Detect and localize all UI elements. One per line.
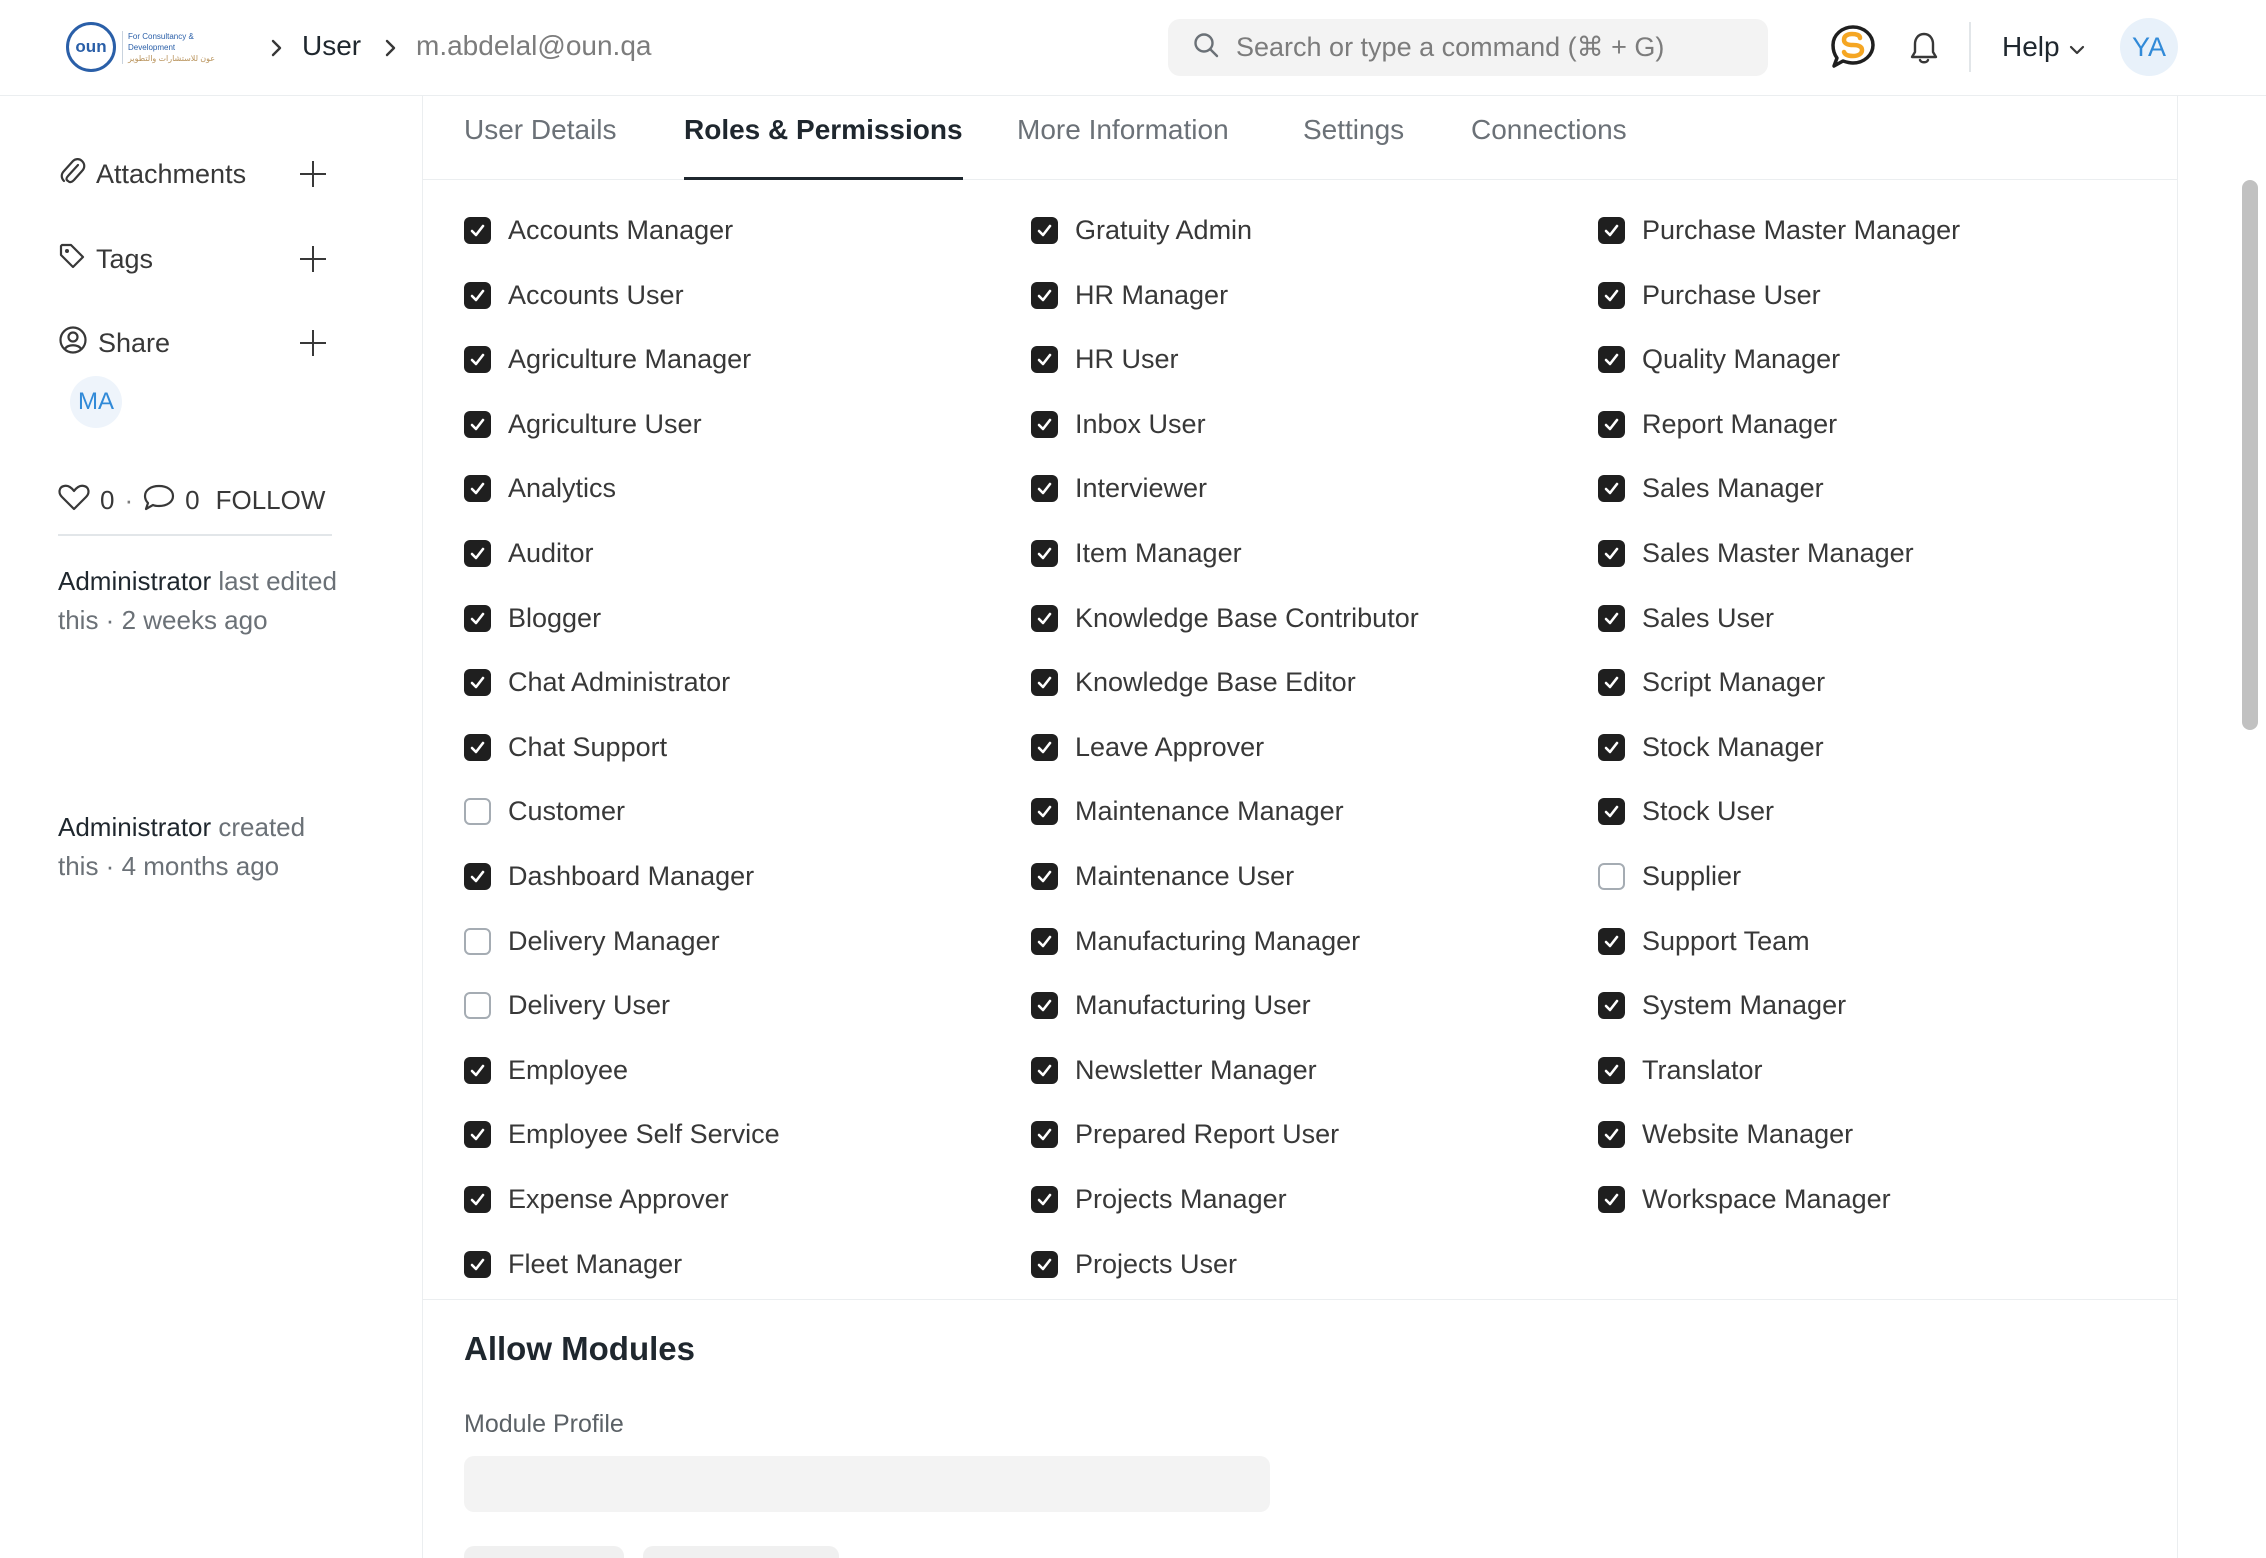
role-label: Knowledge Base Contributor bbox=[1075, 602, 1419, 633]
checkbox-checked-icon[interactable] bbox=[1598, 798, 1625, 825]
role-checkbox-row[interactable] bbox=[1031, 533, 1242, 573]
role-checkbox-row[interactable] bbox=[1031, 598, 1419, 638]
add-tag-icon[interactable] bbox=[298, 244, 328, 274]
checkbox-checked-icon[interactable] bbox=[1031, 605, 1058, 632]
role-label: Accounts Manager bbox=[508, 214, 734, 245]
role-label: Projects Manager bbox=[1075, 1183, 1287, 1214]
chat-support-icon[interactable] bbox=[1828, 22, 1878, 72]
unselect-all-button[interactable] bbox=[643, 1546, 839, 1558]
checkbox-checked-icon[interactable] bbox=[1031, 669, 1058, 696]
role-label: Customer bbox=[508, 795, 626, 826]
role-label: Item Manager bbox=[1075, 537, 1242, 568]
checkbox-checked-icon[interactable] bbox=[1598, 669, 1625, 696]
breadcrumb-current-record[interactable]: m.abdelal@oun.qa bbox=[416, 30, 652, 61]
role-checkbox-row[interactable] bbox=[1598, 404, 1837, 444]
role-checkbox-row[interactable] bbox=[464, 598, 601, 638]
role-label: Dashboard Manager bbox=[508, 860, 755, 891]
checkbox-checked-icon[interactable] bbox=[1031, 1121, 1058, 1148]
tab-settings[interactable]: Settings bbox=[1303, 114, 1405, 145]
role-label: Workspace Manager bbox=[1642, 1183, 1891, 1214]
role-checkbox-row[interactable] bbox=[1031, 727, 1264, 767]
role-label: Sales User bbox=[1642, 602, 1775, 633]
tab-more-information[interactable]: More Information bbox=[1017, 114, 1229, 145]
checkbox-checked-icon[interactable] bbox=[1598, 346, 1625, 373]
role-label: Website Manager bbox=[1642, 1118, 1854, 1149]
company-logo[interactable] bbox=[66, 20, 232, 74]
chevron-right-icon bbox=[266, 30, 286, 66]
created-text: created this · 4 months ago bbox=[58, 812, 306, 881]
role-checkbox-row[interactable] bbox=[464, 339, 751, 379]
search-input[interactable] bbox=[1236, 32, 1756, 63]
role-label: Purchase Master Manager bbox=[1642, 214, 1961, 245]
checkbox-checked-icon[interactable] bbox=[1031, 411, 1058, 438]
role-label: Delivery Manager bbox=[508, 925, 720, 956]
role-label: Maintenance Manager bbox=[1075, 795, 1344, 826]
role-checkbox-row[interactable] bbox=[1031, 921, 1360, 961]
role-label: Inbox User bbox=[1075, 408, 1206, 439]
role-label: Stock User bbox=[1642, 795, 1775, 826]
checkbox-checked-icon[interactable] bbox=[464, 540, 491, 567]
navbar-divider bbox=[1969, 22, 1971, 72]
role-label: Newsletter Manager bbox=[1075, 1054, 1317, 1085]
role-checkbox-row[interactable] bbox=[464, 1179, 729, 1219]
checkbox-checked-icon[interactable] bbox=[1031, 1251, 1058, 1278]
add-share-icon[interactable] bbox=[298, 328, 328, 358]
checkbox-checked-icon[interactable] bbox=[1031, 217, 1058, 244]
navbar bbox=[0, 0, 2266, 96]
checkbox-checked-icon[interactable] bbox=[464, 863, 491, 890]
role-label: Report Manager bbox=[1642, 408, 1838, 439]
share-label: Share bbox=[98, 327, 171, 358]
role-checkbox-row[interactable] bbox=[1598, 210, 1960, 250]
role-checkbox-row[interactable] bbox=[1031, 1179, 1287, 1219]
allow-modules-heading: Allow Modules bbox=[464, 1330, 695, 1367]
checkbox-checked-icon[interactable] bbox=[1031, 992, 1058, 1019]
search-icon bbox=[1192, 31, 1220, 64]
role-label: Knowledge Base Editor bbox=[1075, 666, 1356, 697]
tab-user-details[interactable]: User Details bbox=[464, 114, 617, 145]
role-checkbox-row[interactable] bbox=[464, 404, 702, 444]
checkbox-checked-icon[interactable] bbox=[1031, 928, 1058, 955]
role-checkbox-row[interactable] bbox=[464, 1244, 682, 1284]
chevron-down-icon bbox=[2068, 26, 2086, 68]
checkbox-checked-icon[interactable] bbox=[464, 411, 491, 438]
role-checkbox-row[interactable] bbox=[1031, 856, 1294, 896]
form-sidebar bbox=[0, 96, 420, 1558]
comment-icon[interactable] bbox=[143, 482, 175, 519]
role-checkbox-row[interactable] bbox=[1598, 791, 1774, 831]
role-label: Analytics bbox=[508, 472, 617, 503]
last-edited-info bbox=[58, 562, 348, 640]
role-label: Accounts User bbox=[508, 279, 684, 310]
role-checkbox-row[interactable] bbox=[1598, 1050, 1763, 1090]
checkbox-checked-icon[interactable] bbox=[464, 475, 491, 502]
comments-count: 0 bbox=[185, 484, 200, 515]
role-label: Gratuity Admin bbox=[1075, 214, 1253, 245]
role-label: Manufacturing Manager bbox=[1075, 925, 1361, 956]
role-label: Agriculture Manager bbox=[508, 343, 752, 374]
chevron-right-icon bbox=[380, 30, 400, 66]
checkbox-checked-icon[interactable] bbox=[1031, 734, 1058, 761]
shared-user-avatar[interactable]: MA bbox=[70, 376, 122, 428]
checkbox-checked-icon[interactable] bbox=[1598, 605, 1625, 632]
checkbox-checked-icon[interactable] bbox=[1031, 282, 1058, 309]
attachments-label: Attachments bbox=[96, 158, 247, 189]
role-label: Maintenance User bbox=[1075, 860, 1295, 891]
role-label: Agriculture User bbox=[508, 408, 702, 439]
add-attachment-icon[interactable] bbox=[298, 159, 328, 189]
page-scrollbar[interactable] bbox=[2236, 96, 2266, 1558]
role-checkbox-row[interactable] bbox=[1598, 533, 1914, 573]
role-checkbox-row[interactable] bbox=[1031, 468, 1207, 508]
checkbox-checked-icon[interactable] bbox=[1598, 992, 1625, 1019]
checkbox-checked-icon[interactable] bbox=[464, 217, 491, 244]
help-menu[interactable] bbox=[2002, 26, 2086, 68]
checkbox-checked-icon[interactable] bbox=[1031, 1186, 1058, 1213]
role-checkbox-row[interactable] bbox=[1598, 985, 1846, 1025]
checkbox-checked-icon[interactable] bbox=[464, 1186, 491, 1213]
checkbox-checked-icon[interactable] bbox=[1598, 540, 1625, 567]
role-checkbox-row[interactable] bbox=[1598, 1179, 1891, 1219]
role-checkbox-row[interactable] bbox=[1598, 275, 1821, 315]
role-checkbox-row[interactable] bbox=[1598, 339, 1840, 379]
checkbox-checked-icon[interactable] bbox=[464, 669, 491, 696]
form-main bbox=[422, 96, 2178, 1558]
attachments-row bbox=[58, 152, 328, 196]
share-row bbox=[58, 321, 328, 365]
role-checkbox-row[interactable] bbox=[464, 727, 667, 767]
checkbox-checked-icon[interactable] bbox=[1598, 282, 1625, 309]
checkbox-checked-icon[interactable] bbox=[1598, 1121, 1625, 1148]
checkbox-checked-icon[interactable] bbox=[1031, 540, 1058, 567]
role-checkbox-row[interactable] bbox=[1031, 1050, 1317, 1090]
checkbox-checked-icon[interactable] bbox=[1598, 1186, 1625, 1213]
paperclip-icon bbox=[58, 156, 86, 193]
role-checkbox-row[interactable] bbox=[464, 791, 625, 831]
logo-tagline-ar: عون للاستشارات والتطوير bbox=[128, 53, 216, 63]
role-label: Expense Approver bbox=[508, 1183, 729, 1214]
role-checkbox-row[interactable] bbox=[1031, 1244, 1237, 1284]
module-profile-input[interactable] bbox=[464, 1456, 1270, 1512]
checkbox-checked-icon[interactable] bbox=[464, 1057, 491, 1084]
role-checkbox-row[interactable] bbox=[1031, 985, 1311, 1025]
module-profile-label: Module Profile bbox=[464, 1410, 624, 1438]
engagement-stats: 0 · 0 FOLLOW bbox=[58, 480, 325, 520]
role-checkbox-row[interactable] bbox=[464, 985, 670, 1025]
role-label: Auditor bbox=[508, 537, 594, 568]
logo-mark: oun bbox=[66, 22, 116, 72]
likes-count: 0 bbox=[100, 484, 115, 515]
select-all-button[interactable] bbox=[464, 1546, 624, 1558]
role-checkbox-row[interactable] bbox=[1031, 791, 1344, 831]
role-checkbox-row[interactable] bbox=[1598, 598, 1774, 638]
checkbox-checked-icon[interactable] bbox=[464, 1251, 491, 1278]
role-checkbox-clipped[interactable] bbox=[1598, 180, 1642, 185]
role-checkbox-row[interactable] bbox=[464, 921, 720, 961]
logo-tagline-en: For Consultancy & Development bbox=[128, 31, 194, 52]
role-label: Manufacturing User bbox=[1075, 989, 1311, 1020]
role-label: Fleet Manager bbox=[508, 1248, 683, 1279]
checkbox-unchecked-icon[interactable] bbox=[464, 992, 491, 1019]
checkbox-checked-icon[interactable] bbox=[1598, 217, 1625, 244]
checkbox-checked-icon[interactable] bbox=[464, 1121, 491, 1148]
last-edited-actor[interactable]: Administrator bbox=[58, 566, 212, 596]
role-checkbox-row[interactable] bbox=[1598, 921, 1810, 961]
user-avatar[interactable]: YA bbox=[2120, 18, 2178, 76]
checkbox-checked-icon[interactable] bbox=[464, 734, 491, 761]
help-label: Help bbox=[2002, 31, 2060, 62]
checkbox-checked-icon[interactable] bbox=[1031, 863, 1058, 890]
created-info bbox=[58, 808, 348, 886]
role-label: Script Manager bbox=[1642, 666, 1826, 697]
checkbox-checked-icon[interactable] bbox=[1031, 346, 1058, 373]
last-edited-text: last edited this · 2 weeks ago bbox=[58, 566, 337, 635]
created-actor[interactable]: Administrator bbox=[58, 812, 212, 842]
role-checkbox-row[interactable] bbox=[1031, 404, 1206, 444]
scrollbar-thumb[interactable] bbox=[2242, 180, 2258, 730]
role-label: Projects User bbox=[1075, 1248, 1238, 1279]
checkbox-checked-icon[interactable] bbox=[1598, 734, 1625, 761]
role-label: Support Team bbox=[1642, 925, 1810, 956]
checkbox-checked-icon[interactable] bbox=[1598, 475, 1625, 502]
checkbox-checked-icon[interactable] bbox=[1598, 928, 1625, 955]
checkbox-checked-icon[interactable] bbox=[1031, 475, 1058, 502]
role-label: Prepared Report User bbox=[1075, 1118, 1340, 1149]
heart-icon[interactable] bbox=[58, 482, 90, 519]
role-checkbox-row[interactable] bbox=[464, 533, 594, 573]
role-checkbox-row[interactable] bbox=[1031, 662, 1356, 702]
role-checkbox-row[interactable] bbox=[1031, 275, 1228, 315]
role-checkbox-row[interactable] bbox=[464, 468, 616, 508]
breadcrumb-user[interactable]: User bbox=[302, 30, 362, 61]
checkbox-unchecked-icon[interactable] bbox=[464, 928, 491, 955]
tab-roles-permissions[interactable]: Roles & Permissions bbox=[684, 114, 963, 180]
tab-connections[interactable]: Connections bbox=[1471, 114, 1627, 145]
form-tabs bbox=[423, 96, 2177, 180]
role-checkbox-row[interactable] bbox=[464, 1050, 628, 1090]
role-checkbox-row[interactable] bbox=[1031, 1114, 1339, 1154]
role-label: HR User bbox=[1075, 343, 1179, 374]
checkbox-checked-icon[interactable] bbox=[1598, 411, 1625, 438]
role-label: Sales Manager bbox=[1642, 472, 1824, 503]
role-checkbox-row[interactable] bbox=[1031, 339, 1179, 379]
tags-label: Tags bbox=[96, 243, 154, 274]
checkbox-unchecked-icon[interactable] bbox=[464, 798, 491, 825]
role-label: Stock Manager bbox=[1642, 731, 1824, 762]
role-checkbox-row[interactable] bbox=[464, 856, 754, 896]
search-bar[interactable] bbox=[1168, 19, 1768, 76]
role-label: Blogger bbox=[508, 602, 602, 633]
roles-checkbox-grid bbox=[423, 180, 2177, 1300]
role-label: Quality Manager bbox=[1642, 343, 1841, 374]
role-label: Interviewer bbox=[1075, 472, 1208, 503]
role-checkbox-row[interactable] bbox=[1598, 727, 1824, 767]
role-label: Sales Master Manager bbox=[1642, 537, 1914, 568]
role-label: Translator bbox=[1642, 1054, 1763, 1085]
checkbox-checked-icon[interactable] bbox=[464, 605, 491, 632]
role-label: HR Manager bbox=[1075, 279, 1229, 310]
role-label: System Manager bbox=[1642, 989, 1847, 1020]
role-checkbox-clipped[interactable] bbox=[464, 180, 508, 185]
role-label: Delivery User bbox=[508, 989, 671, 1020]
role-checkbox-row[interactable] bbox=[1598, 856, 1741, 896]
role-checkbox-row[interactable] bbox=[464, 1114, 780, 1154]
checkbox-checked-icon[interactable] bbox=[1031, 798, 1058, 825]
role-label: Chat Administrator bbox=[508, 666, 731, 697]
role-checkbox-clipped[interactable] bbox=[1031, 180, 1075, 185]
tag-icon bbox=[58, 242, 86, 277]
role-checkbox-row[interactable] bbox=[464, 275, 684, 315]
role-checkbox-row[interactable] bbox=[464, 210, 733, 250]
role-checkbox-row[interactable] bbox=[1598, 1114, 1853, 1154]
checkbox-unchecked-icon[interactable] bbox=[1598, 863, 1625, 890]
tags-row bbox=[58, 237, 328, 281]
checkbox-checked-icon[interactable] bbox=[1031, 1057, 1058, 1084]
role-label: Leave Approver bbox=[1075, 731, 1265, 762]
role-label: Purchase User bbox=[1642, 279, 1821, 310]
role-label: Employee Self Service bbox=[508, 1118, 780, 1149]
role-checkbox-row[interactable] bbox=[1598, 468, 1824, 508]
share-user-icon bbox=[58, 325, 88, 362]
role-label: Employee bbox=[508, 1054, 629, 1085]
role-checkbox-row[interactable] bbox=[464, 662, 730, 702]
checkbox-checked-icon[interactable] bbox=[464, 282, 491, 309]
role-checkbox-row[interactable] bbox=[1031, 210, 1252, 250]
bell-icon[interactable] bbox=[1904, 28, 1944, 68]
role-label: Supplier bbox=[1642, 860, 1742, 891]
role-checkbox-row[interactable] bbox=[1598, 662, 1825, 702]
follow-button[interactable]: FOLLOW bbox=[215, 484, 326, 515]
sidebar-divider bbox=[58, 534, 332, 536]
checkbox-checked-icon[interactable] bbox=[464, 346, 491, 373]
role-label: Chat Support bbox=[508, 731, 668, 762]
checkbox-checked-icon[interactable] bbox=[1598, 1057, 1625, 1084]
